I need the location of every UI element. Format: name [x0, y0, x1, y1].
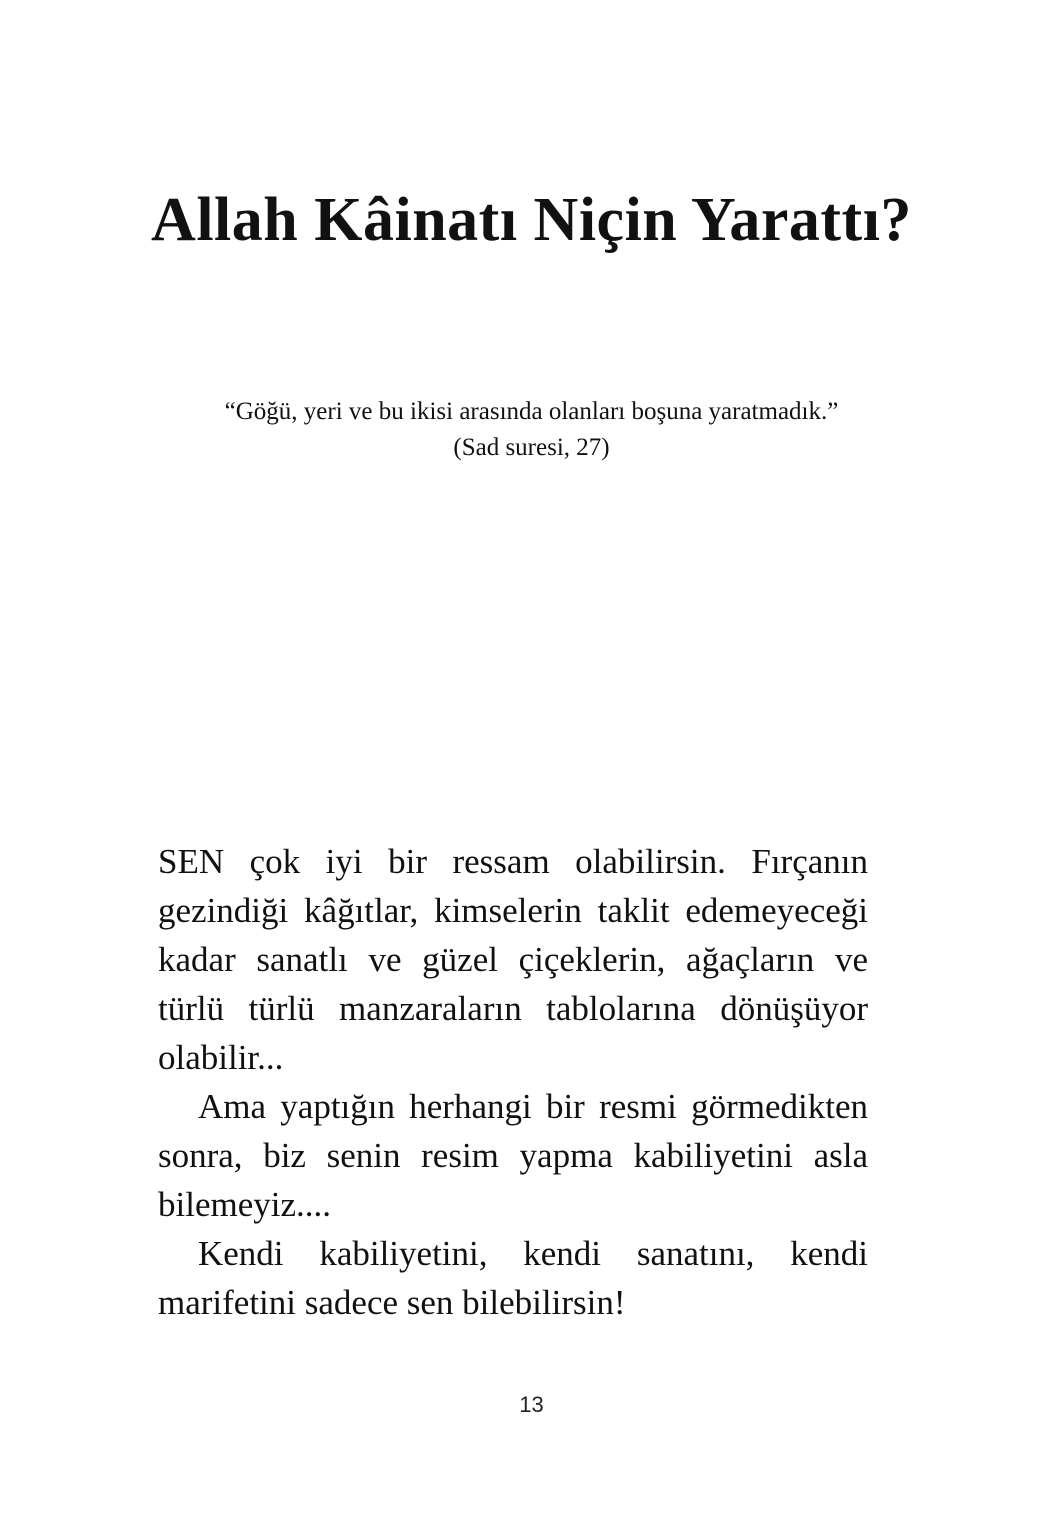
page-number: 13 [519, 1392, 544, 1417]
chapter-title: Allah Kâinatı Niçin Yarattı? [151, 186, 912, 254]
epigraph-quote: “Göğü, yeri ve bu ikisi arasında olanları boşuna yaratmadık.” [224, 398, 839, 425]
epigraph-source: (Sad suresi, 27) [453, 434, 610, 461]
paragraph: SEN çok iyi bir ressam olabilirsin. Fırçanın gezindiği kâğıtlar, kimselerin taklit edemeyeceği kadar sanatlı ve güzel çiçeklerin, ağaçların ve türlü türlü manzaraların tablolarına dönüşüyor olabilir... [158, 842, 868, 1077]
epigraph [0, 394, 1063, 466]
body-text [158, 837, 868, 1327]
paragraph: Kendi kabiliyetini, kendi sanatını, kendi marifetini sadece sen bilebilirsin! [158, 1234, 868, 1322]
paragraph: Ama yaptığın herhangi bir resmi görmedikten sonra, biz senin resim yapma kabiliyetini asla bilemeyiz.... [158, 1087, 868, 1224]
